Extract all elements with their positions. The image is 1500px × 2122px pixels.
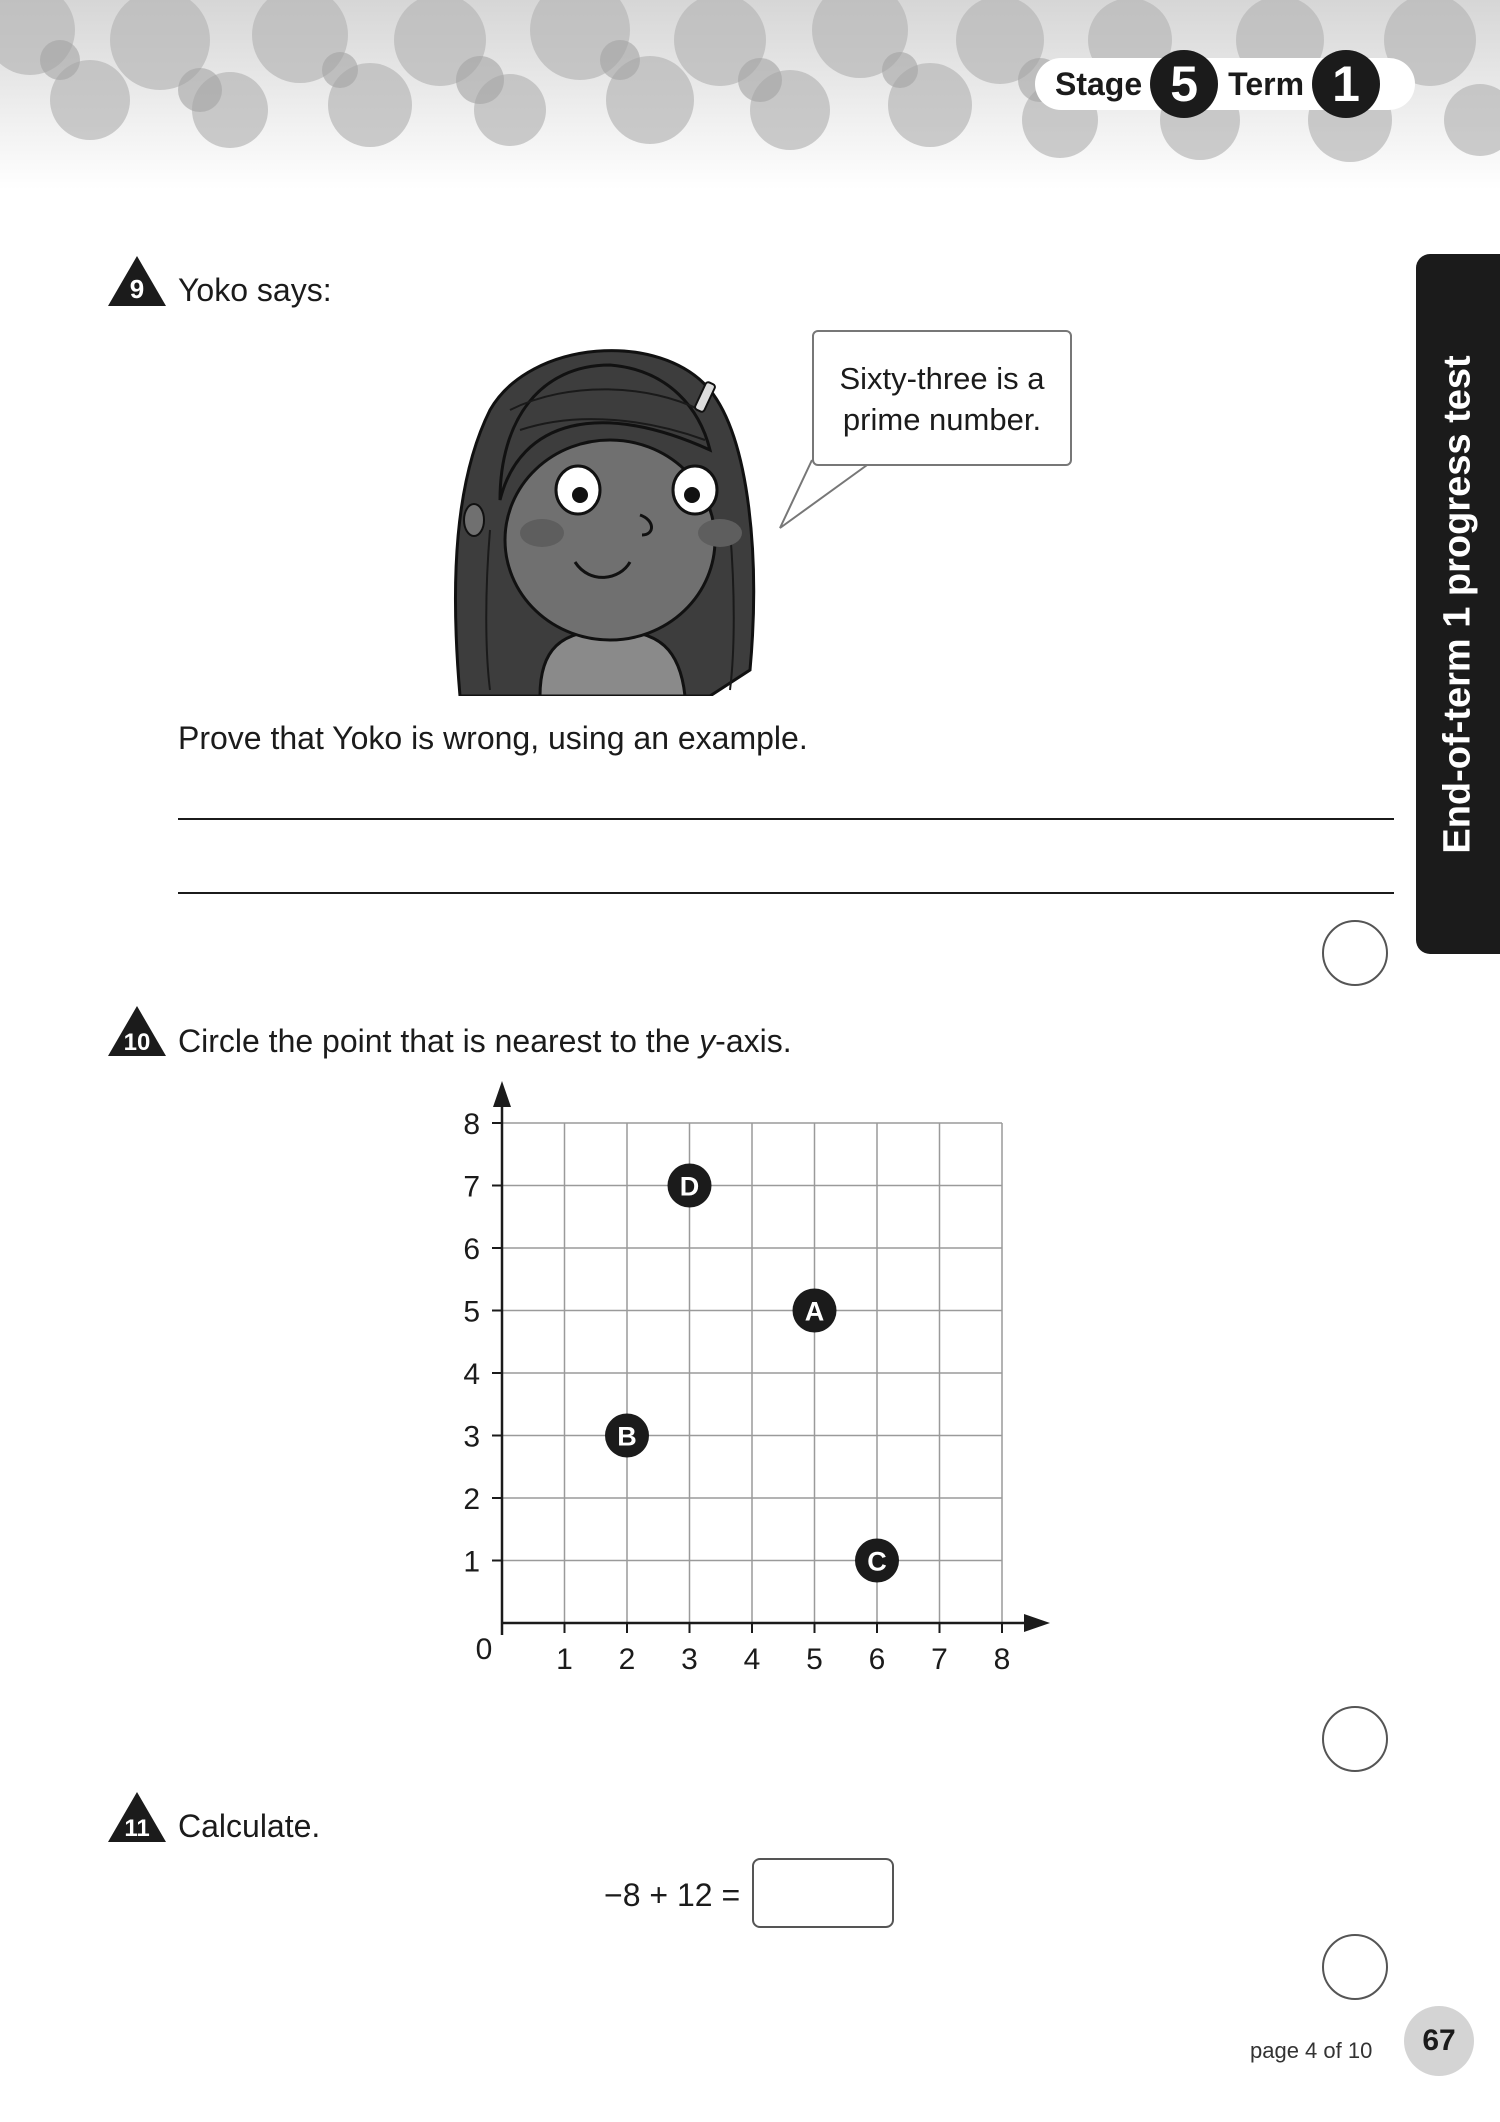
x-tick-label: 4 xyxy=(743,1643,761,1676)
stage-term-badge xyxy=(1035,58,1415,110)
stage-label: Stage xyxy=(1055,65,1143,102)
side-tab xyxy=(1416,254,1500,954)
y-tick-label: 8 xyxy=(463,1108,480,1141)
question-10-prompt-axis: y xyxy=(699,1023,716,1059)
x-axis-arrow xyxy=(1024,1614,1050,1632)
term-label: Term xyxy=(1228,65,1305,102)
page-of-text: page 4 of 10 xyxy=(1250,2038,1373,2063)
x-tick-label: 6 xyxy=(868,1643,886,1676)
x-tick-label: 5 xyxy=(806,1643,823,1676)
y-tick-label: 7 xyxy=(463,1170,480,1204)
term-number: 1 xyxy=(1312,50,1380,118)
question-10-prompt-before: Circle the point that is nearest to the xyxy=(178,1023,700,1059)
speech-line-2: prime number. xyxy=(842,402,1042,437)
question-11-prompt: Calculate. xyxy=(178,1808,321,1844)
question-9-marker xyxy=(106,254,168,308)
answer-box[interactable] xyxy=(752,1858,894,1928)
y-tick-label: 3 xyxy=(463,1420,480,1454)
point-label-d: D xyxy=(679,1171,700,1202)
question-10-prompt xyxy=(178,1023,792,1060)
point-label-c: C xyxy=(867,1546,887,1577)
speech-bubble-tail xyxy=(776,458,876,532)
mark-circle-q9[interactable] xyxy=(1322,920,1388,986)
question-9-prompt: Prove that Yoko is wrong, using an example. xyxy=(178,720,808,756)
y-tick-label: 5 xyxy=(463,1295,480,1329)
mark-circle-q11[interactable] xyxy=(1322,1934,1388,2000)
page-number: 67 xyxy=(1404,2006,1474,2076)
question-11-marker xyxy=(106,1790,168,1844)
y-axis-arrow xyxy=(493,1081,511,1107)
x-tick-label: 3 xyxy=(681,1643,698,1676)
question-11-number: 11 xyxy=(124,1815,150,1842)
y-tick-label: 1 xyxy=(463,1545,480,1579)
question-10-number: 10 xyxy=(123,1029,151,1056)
answer-line-2[interactable] xyxy=(178,892,1394,894)
question-9-number: 9 xyxy=(129,274,145,304)
question-10-marker xyxy=(106,1004,168,1058)
yoko-illustration xyxy=(430,330,790,696)
calculation-expression: −8 + 12 = xyxy=(604,1877,741,1913)
coordinate-grid[interactable] xyxy=(440,1080,1060,1690)
point-label-b: B xyxy=(617,1421,637,1452)
speech-line-1: Sixty-three is a xyxy=(839,361,1045,396)
mark-circle-q10[interactable] xyxy=(1322,1706,1388,1772)
point-label-a: A xyxy=(804,1296,825,1327)
x-tick-label: 2 xyxy=(618,1643,636,1676)
x-tick-label: 8 xyxy=(993,1643,1011,1676)
stage-number: 5 xyxy=(1150,50,1218,118)
x-tick-label: 7 xyxy=(931,1643,948,1676)
origin-label: 0 xyxy=(475,1633,493,1666)
side-tab-label: End-of-term 1 progress test xyxy=(1436,354,1479,854)
question-10-prompt-after: -axis. xyxy=(715,1023,792,1059)
question-9-intro: Yoko says: xyxy=(178,272,332,308)
x-tick-label: 1 xyxy=(556,1643,573,1676)
speech-bubble xyxy=(812,330,1072,466)
y-tick-label: 2 xyxy=(463,1483,480,1516)
answer-line-1[interactable] xyxy=(178,818,1394,820)
y-tick-label: 4 xyxy=(463,1358,480,1391)
y-tick-label: 6 xyxy=(463,1233,480,1266)
